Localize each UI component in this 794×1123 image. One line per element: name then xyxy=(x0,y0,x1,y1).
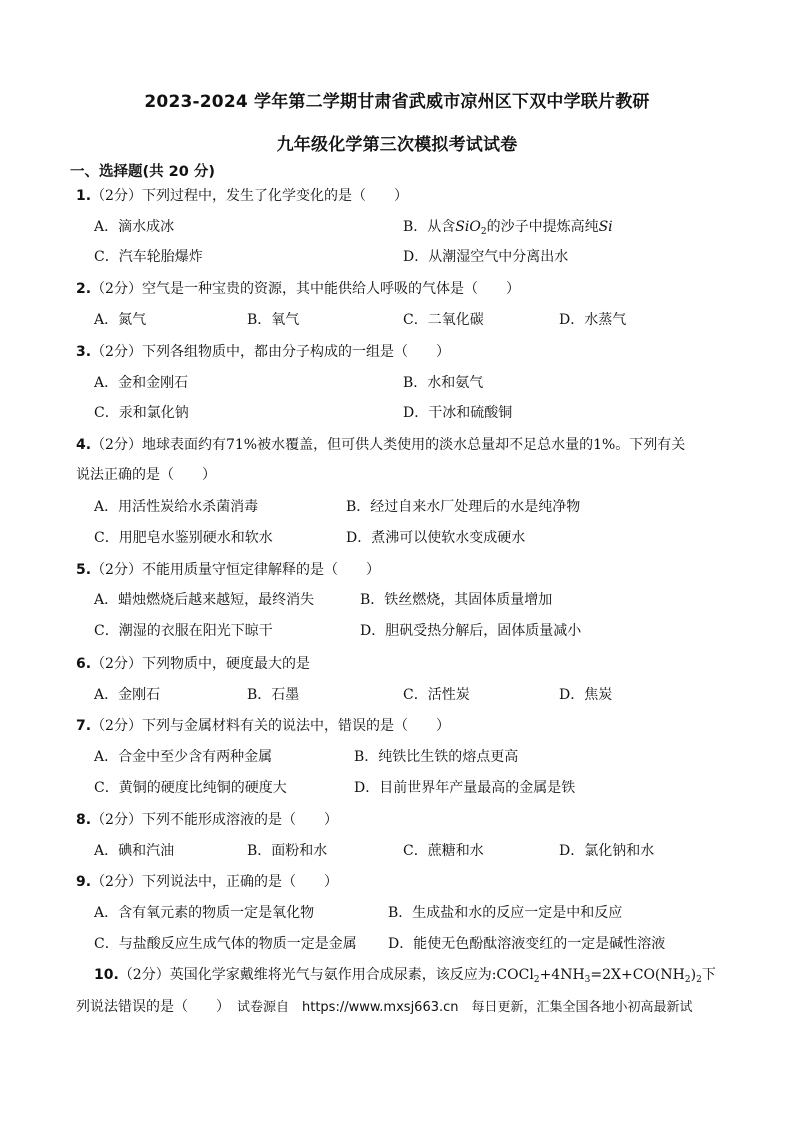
option-d: D．煮沸可以使软水变成硬水 xyxy=(346,530,526,546)
option-c: C．汞和氯化钠 xyxy=(94,405,189,421)
option-a: A．用活性炭给水杀菌消毒 xyxy=(94,499,259,515)
option-d: D．氯化钠和水 xyxy=(559,843,655,859)
question-4: 4.（2分）地球表面约有71%被水覆盖，但可供人类使用的淡水总量却不足总水量的1%。下列有关 xyxy=(76,437,686,453)
option-c: C．二氧化碳 xyxy=(403,312,484,328)
question-10: 10.（2分）英国化学家戴维将光气与氨作用合成尿素，该反应为$:COCl_2+4NH_3=2X+CO(NH_2)_2$下 xyxy=(94,967,716,985)
option-b: B．纯铁比生铁的熔点更高 xyxy=(354,749,519,765)
question-stem: （2分）下列过程中，发生了化学变化的是（ ） xyxy=(91,188,408,204)
question-6: 6.（2分）下列物质中，硬度最大的是 xyxy=(76,656,310,672)
option-d: D．目前世界年产量最高的金属是铁 xyxy=(354,780,576,796)
option-d: D．能使无色酚酞溶液变红的一定是碱性溶液 xyxy=(388,936,666,952)
option-a: A．金和金刚石 xyxy=(94,375,189,391)
option-c: C．汽车轮胎爆炸 xyxy=(94,249,203,265)
option-c: C．蔗糖和水 xyxy=(403,843,484,859)
option-a: A．合金中至少含有两种金属 xyxy=(94,749,273,765)
option-a: A．含有氧元素的物质一定是氧化物 xyxy=(94,905,315,921)
section-heading: 一、选择题(共 20 分) xyxy=(70,164,216,180)
question-7: 7.（2分）下列与金属材料有关的说法中，错误的是（ ） xyxy=(76,718,450,734)
question-4-continued: 说法正确的是（ ） xyxy=(76,467,216,483)
question-5: 5.（2分）不能用质量守恒定律解释的是（ ） xyxy=(76,562,380,578)
exam-title-line1: 2023-2024 学年第二学期甘肃省武威市凉州区下双中学联片教研 xyxy=(144,92,650,112)
option-b: B．生成盐和水的反应一定是中和反应 xyxy=(388,905,623,921)
option-b: B．水和氨气 xyxy=(403,375,484,391)
option-c: C．潮湿的衣服在阳光下晾干 xyxy=(94,623,273,639)
option-d: D．从潮湿空气中分离出水 xyxy=(403,249,569,265)
question-2: 2.（2分）空气是一种宝贵的资源，其中能供给人呼吸的气体是（ ） xyxy=(76,281,520,297)
option-b: B．氧气 xyxy=(247,312,300,328)
question-10-continued: 列说法错误的是（ ） 试卷源自 https://www.mxsj663.cn 每日更新，汇集全国各地小初高最新试 xyxy=(76,999,693,1015)
option-c: C．用肥皂水鉴别硬水和软水 xyxy=(94,530,273,546)
option-a: A．氮气 xyxy=(94,312,147,328)
option-b: B．面粉和水 xyxy=(247,843,328,859)
option-b: B．从含SiO$_2$的沙子中提炼高纯Si xyxy=(403,219,613,237)
question-1 xyxy=(76,186,408,206)
option-a: A．蜡烛燃烧后越来越短，最终消失 xyxy=(94,592,315,608)
option-c: C．与盐酸反应生成气体的物质一定是金属 xyxy=(94,936,357,952)
question-8: 8.（2分）下列不能形成溶液的是（ ） xyxy=(76,812,338,828)
option-d: D．水蒸气 xyxy=(559,312,627,328)
question-3: 3.（2分）下列各组物质中，都由分子构成的一组是（ ） xyxy=(76,344,450,360)
source-watermark-text: 试卷源自 https://www.mxsj663.cn 每日更新，汇集全国各地小初高最新试 xyxy=(237,1000,693,1015)
option-a: A．碘和汽油 xyxy=(94,843,175,859)
exam-title-line2: 九年级化学第三次模拟考试试卷 xyxy=(276,135,518,155)
option-c: C．活性炭 xyxy=(403,687,470,703)
option-c: C．黄铜的硬度比纯铜的硬度大 xyxy=(94,780,287,796)
option-b: B．石墨 xyxy=(247,687,300,703)
question-number: 1. xyxy=(76,188,92,204)
question-9: 9.（2分）下列说法中，正确的是（ ） xyxy=(76,874,338,890)
option-d: D．焦炭 xyxy=(559,687,613,703)
option-a: A．滴水成冰 xyxy=(94,219,175,235)
option-d: D．胆矾受热分解后，固体质量减小 xyxy=(360,623,582,639)
option-d: D．干冰和硫酸铜 xyxy=(403,405,513,421)
option-a: A．金刚石 xyxy=(94,687,161,703)
option-b: B．铁丝燃烧，其固体质量增加 xyxy=(360,592,553,608)
option-b: B．经过自来水厂处理后的水是纯净物 xyxy=(346,499,581,515)
